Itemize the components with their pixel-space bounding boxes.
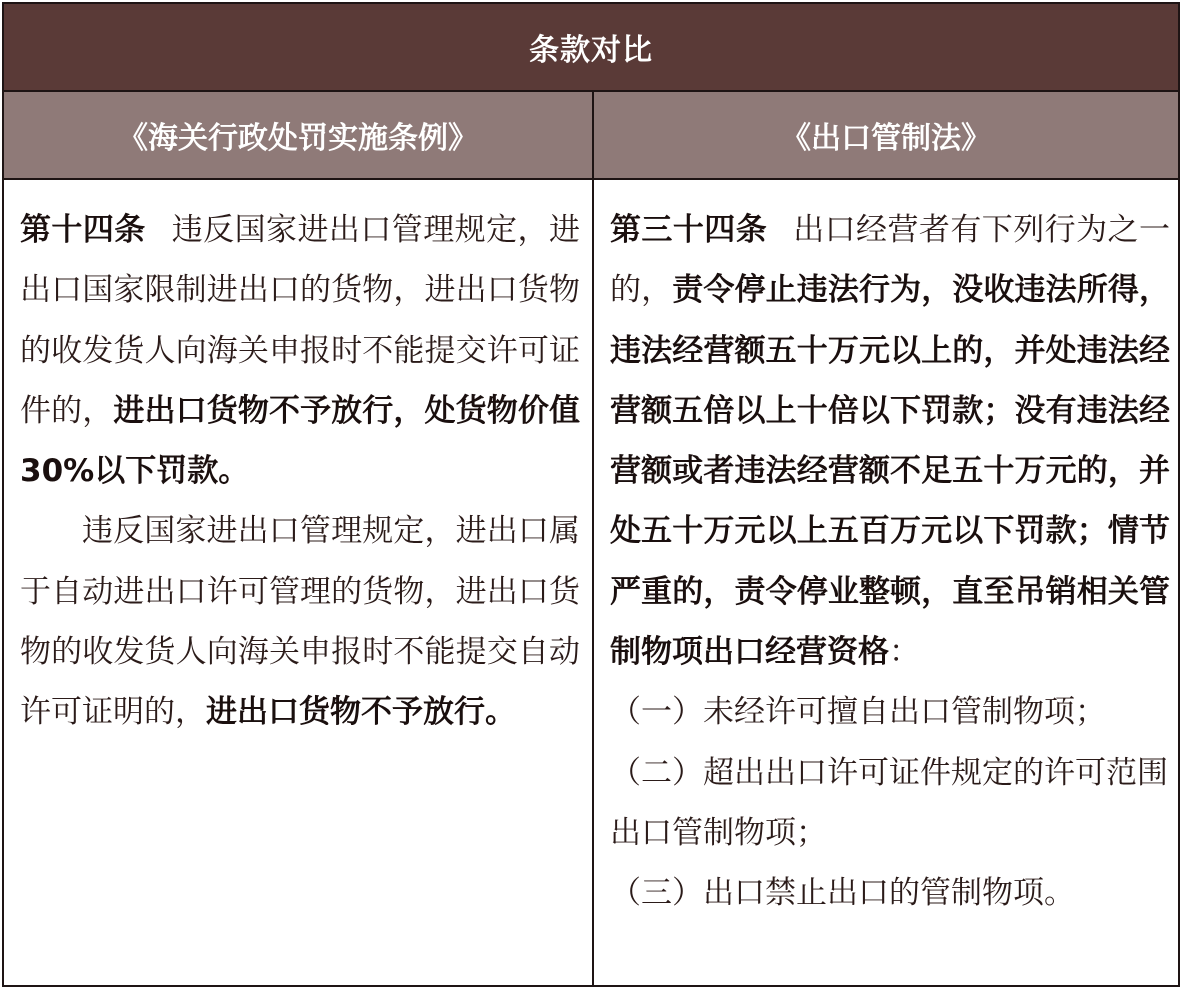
article-34-paragraph (610, 200, 1170, 682)
comparison-table (2, 2, 1180, 987)
article-14-paragraph (20, 200, 580, 501)
article-14-second-paragraph (20, 501, 580, 742)
article-14-number: 第十四条 (20, 212, 146, 248)
column-header-export-control-law: 《出口管制法》 (781, 121, 991, 156)
left-column-body (20, 200, 580, 743)
article-14-second-text: 违反国家进出口管理规定，进出口属于自动进出口许可管理的货物，进出口货物的收发货人向海关申报时不能提交自动许可证明的， (20, 513, 580, 731)
table-title: 条款对比 (4, 4, 1178, 92)
article-14-penalty: 进出口货物不予放行，处货物价值30%以下罚款。 (20, 392, 581, 490)
article-34-penalty: 责令停止违法行为，没收违法所得，违法经营额五十万元以上的，并处违法经营额五倍以上十倍以下罚款；没有违法经营额或者违法经营额不足五十万元的，并处五十万元以上五百万元以下罚款；情节严重的，责令停业整顿，直至吊销相关管制物项出口经营资格 (610, 272, 1171, 671)
article-14-text: 违反国家进出口管理规定，进出口国家限制进出口的货物，进出口货物的收发货人向海关申报时不能提交许可证件的， (20, 212, 580, 429)
column-divider (592, 92, 594, 987)
column-header-row (4, 92, 1178, 180)
article-34-text: 出口经营者有下列行为之一的， (610, 212, 1170, 309)
list-item: （一）未经许可擅自出口管制物项； (610, 694, 1106, 731)
article-34-colon: ： (889, 634, 920, 671)
column-header-customs-regulation: 《海关行政处罚实施条例》 (118, 121, 478, 156)
article-14-second-penalty: 进出口货物不予放行。 (206, 694, 516, 731)
right-column-body (610, 200, 1170, 924)
list-item: （二）超出出口许可证件规定的许可范围出口管制物项； (610, 754, 1168, 851)
article-34-number: 第三十四条 (610, 212, 768, 248)
list-item: （三）出口禁止出口的管制物项。 (610, 875, 1075, 912)
